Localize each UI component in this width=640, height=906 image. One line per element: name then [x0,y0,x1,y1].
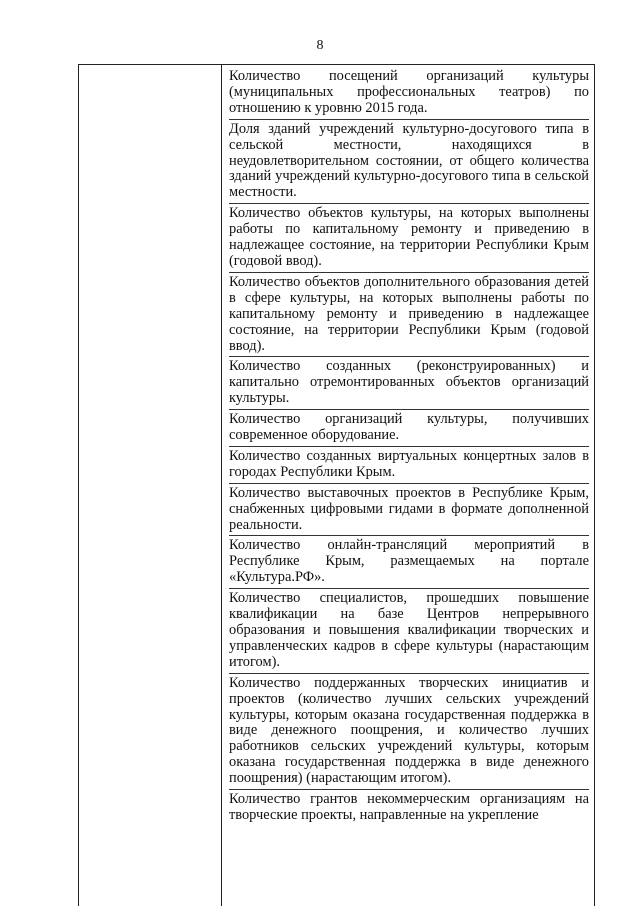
indicator-item: Количество выставочных проектов в Республике Крым, снабженных цифровыми гидами в формате дополненной реальности. [229,484,589,533]
indicator-item: Количество специалистов, прошедших повышение квалификации на базе Центров непрерывного образования и повышения квалификации творческих и управленческих кадров в сфере культуры (нарастающим итогом). [229,590,589,670]
table-left-cell [79,65,222,906]
indicator-item: Количество поддержанных творческих инициатив и проектов (количество лучших сельских учреждений культуры, которым оказана государственная поддержка в виде денежного поощрения, и количество лучших работников сельских учреждений культуры, которым оказана государственная поддержка в виде денежного поощрения) (нарастающим итогом). [229,674,589,787]
indicator-item: Количество посещений организаций культуры (муниципальных профессиональных театров) по отношению к уровню 2015 года. [229,68,589,116]
indicator-item: Количество организаций культуры, получивших современное оборудование. [229,411,589,444]
indicator-item: Количество созданных виртуальных концертных залов в городах Республики Крым. [229,447,589,480]
indicator-item: Количество грантов некоммерческим организациям на творческие проекты, направленные на укрепление [229,791,589,823]
indicator-item: Доля зданий учреждений культурно-досугового типа в сельской местности, находящихся в неудовлетворительном состоянии, от общего количества зданий учреждений культурно-досугового типа в сельской местности. [229,120,589,201]
indicator-item: Количество объектов дополнительного образования детей в сфере культуры, на которых выполнены работы по капитальному ремонту и приведению в надлежащее состояние, на территории Республики Крым (годовой ввод). [229,273,589,354]
indicator-item: Количество онлайн-трансляций мероприятий в Республике Крым, размещаемых на портале «Культура.РФ». [229,537,589,586]
indicator-item: Количество созданных (реконструированных) и капитально отремонтированных объектов организаций культуры. [229,358,589,407]
indicator-item: Количество объектов культуры, на которых выполнены работы по капитальному ремонту и приведению в надлежащее состояние, на территории Республики Крым (годовой ввод). [229,205,589,269]
table-right-cell [222,65,595,906]
page-number: 8 [316,38,324,53]
indicators-table [78,64,595,906]
